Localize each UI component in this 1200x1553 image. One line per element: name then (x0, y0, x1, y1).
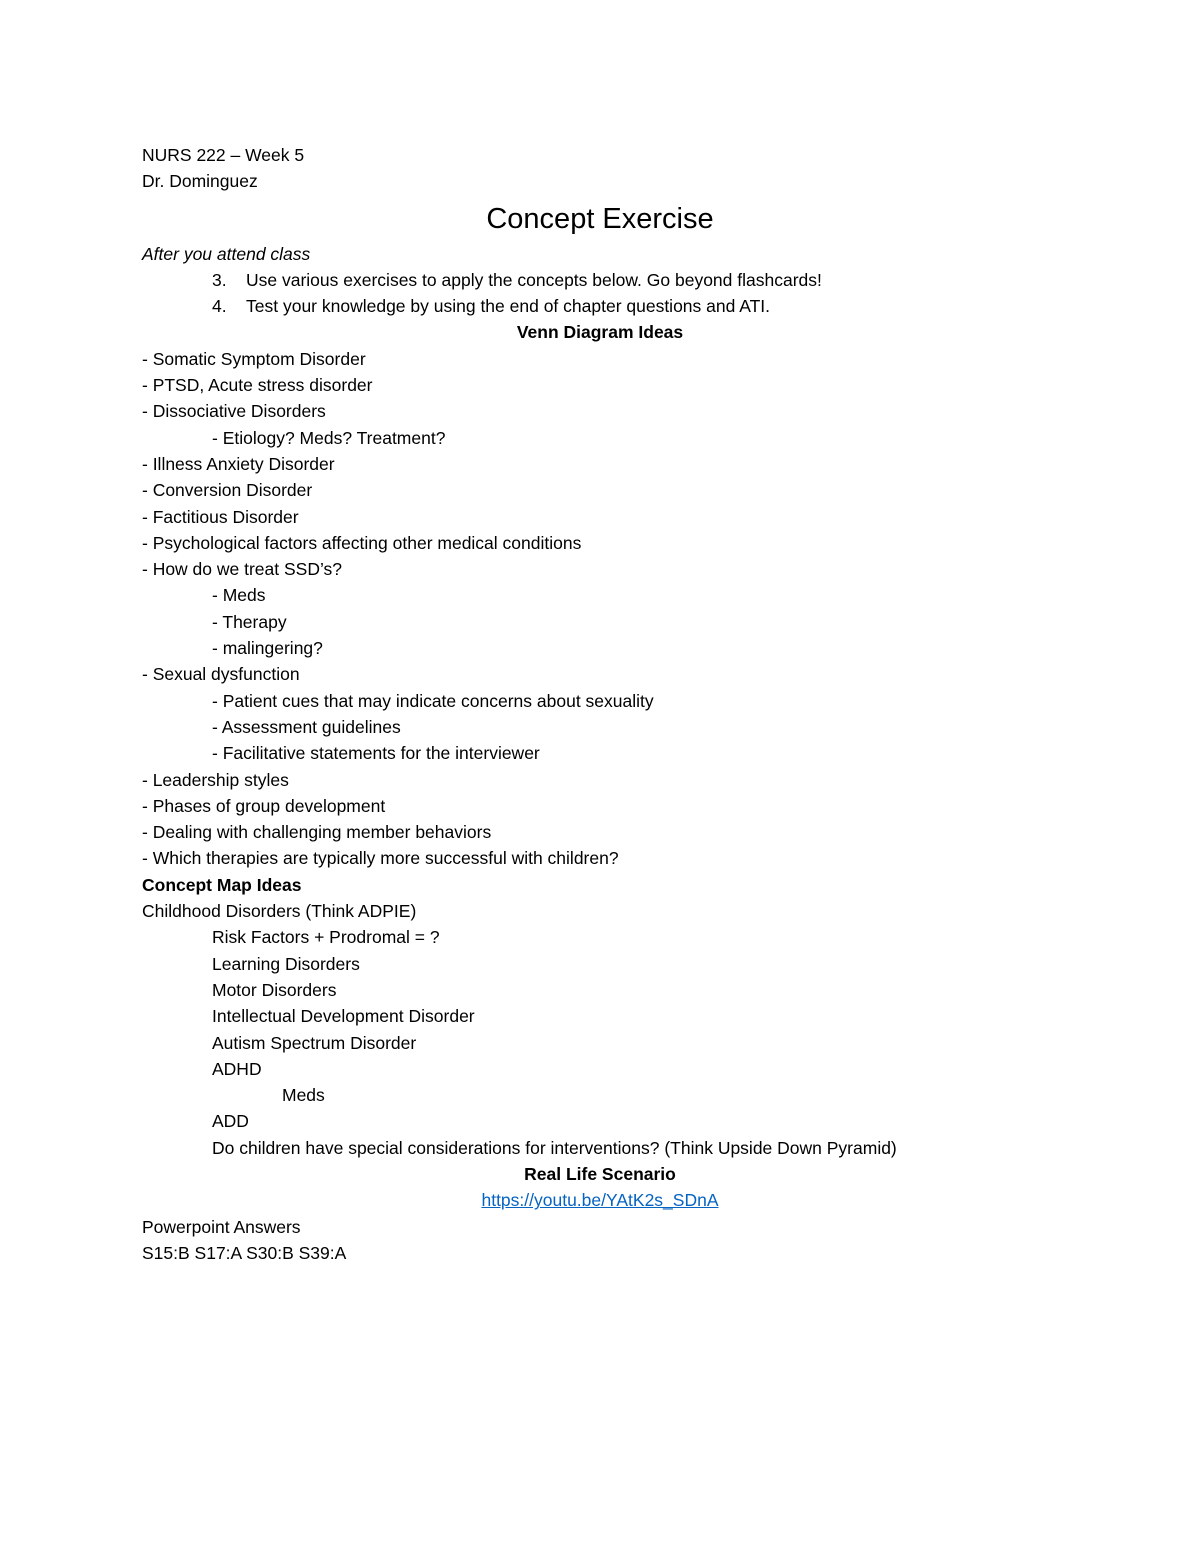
instructor-name: Dr. Dominguez (142, 171, 258, 192)
list-item: - Etiology? Meds? Treatment? (212, 427, 446, 448)
list-item: Risk Factors + Prodromal = ? (212, 927, 440, 948)
list-item: - Facilitative statements for the interviewer (212, 743, 540, 764)
list-item: Do children have special considerations for interventions? (Think Upside Down Pyramid) (212, 1137, 897, 1158)
course-title: NURS 222 – Week 5 (142, 145, 305, 165)
list-item: - Therapy (212, 611, 287, 632)
list-item: - Illness Anxiety Disorder (142, 453, 335, 474)
document-page (142, 142, 1058, 1266)
list-item: - Dissociative Disorders (142, 401, 326, 422)
list-item: - Which therapies are typically more successful with children? (142, 848, 619, 869)
list-item: - How do we treat SSD’s? (142, 559, 343, 580)
scenario-heading: Real Life Scenario (524, 1163, 676, 1184)
concept-map-topic: Childhood Disorders (Think ADPIE) (142, 901, 417, 922)
list-item: Learning Disorders (212, 953, 360, 974)
list-item: - Meds (212, 585, 266, 606)
list-item: - Leadership styles (142, 769, 289, 790)
list-number: 4. (212, 296, 227, 317)
list-item: - Patient cues that may indicate concerns about sexuality (212, 690, 654, 711)
venn-heading: Venn Diagram Ideas (516, 322, 684, 343)
list-item: - Sexual dysfunction (142, 664, 300, 685)
list-item: Autism Spectrum Disorder (212, 1032, 417, 1053)
scenario-link-row (142, 1187, 1058, 1213)
list-item: ADHD (212, 1058, 262, 1079)
list-item: - Assessment guidelines (212, 716, 401, 737)
youtube-link[interactable]: https://youtu.be/YAtK2s_SDnA (481, 1190, 719, 1211)
intro-item-3 (142, 267, 1058, 293)
list-number: 3. (212, 269, 227, 290)
list-item: - Conversion Disorder (142, 480, 313, 501)
powerpoint-answers: S15:B S17:A S30:B S39:A (142, 1242, 347, 1263)
page-title: Concept Exercise (486, 202, 714, 235)
list-item: Meds (282, 1085, 325, 1106)
list-item: - Somatic Symptom Disorder (142, 348, 366, 369)
list-item: - malingering? (212, 638, 323, 659)
list-item: - Phases of group development (142, 795, 386, 816)
concept-map-heading: Concept Map Ideas (142, 874, 302, 895)
list-text: Use various exercises to apply the concepts below. Go beyond flashcards! (246, 269, 822, 290)
intro-item-4 (142, 293, 1058, 319)
intro-heading: After you attend class (142, 243, 311, 264)
list-item: - Dealing with challenging member behaviors (142, 822, 492, 843)
powerpoint-heading: Powerpoint Answers (142, 1216, 301, 1237)
list-item: Motor Disorders (212, 979, 337, 1000)
list-item: - Factitious Disorder (142, 506, 299, 527)
list-item: ADD (212, 1111, 249, 1132)
list-item: - Psychological factors affecting other medical conditions (142, 532, 582, 553)
list-item: - PTSD, Acute stress disorder (142, 375, 373, 396)
list-text: Test your knowledge by using the end of chapter questions and ATI. (246, 296, 771, 317)
list-item: Intellectual Development Disorder (212, 1006, 475, 1027)
